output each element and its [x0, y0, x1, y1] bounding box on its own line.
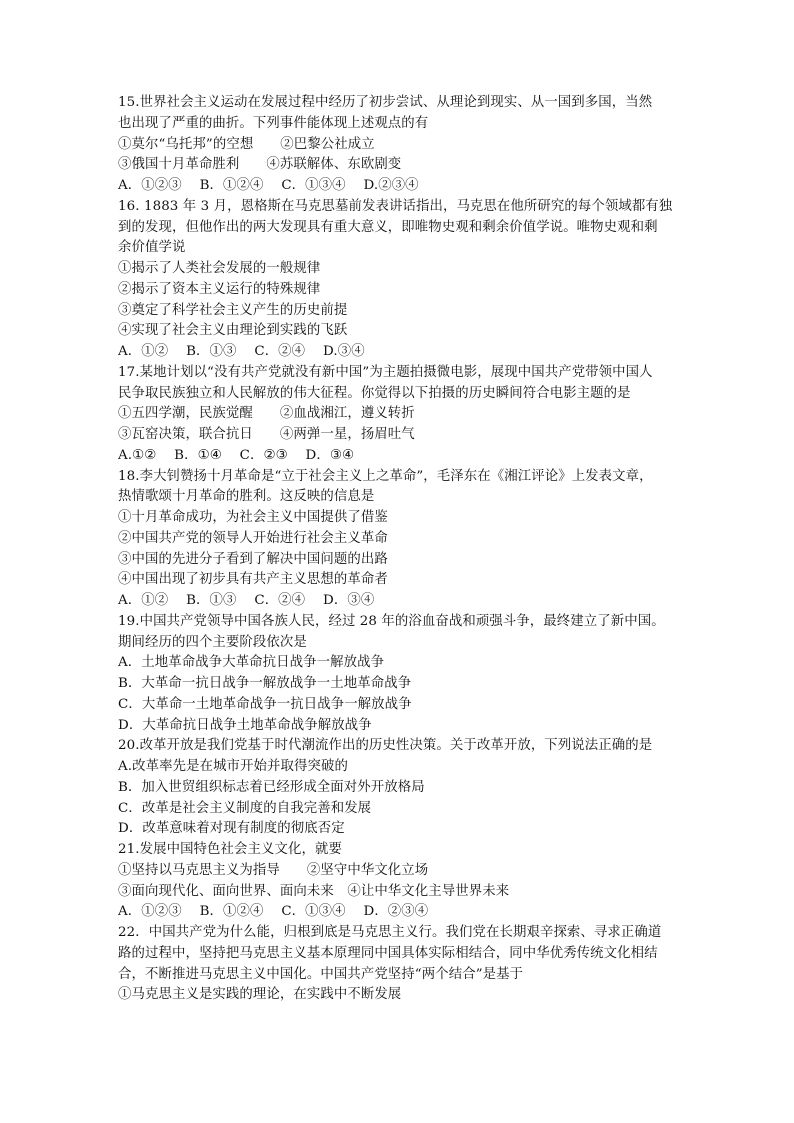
question-stem: 22．中国共产党为什么能，归根到底是马克思主义行。我们党在长期艰辛探索、寻求正确道 — [118, 925, 662, 940]
question-16 — [118, 197, 683, 363]
answer-options: A.①② B．①④ C．②③ D．③④ — [118, 447, 355, 463]
answer-options: A．①② B．①③ C．②④ D．③④ — [118, 593, 375, 608]
answer-option: B．大革命一抗日战争一解放战争一土地革命战争 — [118, 676, 412, 691]
answer-option: D．改革意味着对现有制度的彻底否定 — [118, 821, 345, 837]
question-stem: 热情歌颂十月革命的胜利。这反映的信息是 — [118, 489, 375, 505]
statement-item: ③奠定了科学社会主义产生的历史前提 — [118, 302, 348, 318]
statement-item: ④实现了社会主义由理论到实践的飞跃 — [118, 323, 348, 339]
question-stem: 16. 1883 年 3 月，恩格斯在马克思墓前发表讲话指出，马克思在他所研究的每个领域都有独 — [118, 198, 673, 214]
question-stem: 余价值学说 — [118, 240, 186, 256]
question-18 — [118, 467, 683, 612]
statement-item: ③面向现代化、面向世界、面向未来 ④让中华文化主导世界未来 — [118, 883, 510, 899]
answer-option: B．加入世贸组织标志着已经形成全面对外开放格局 — [118, 779, 425, 795]
question-stem: 18.李大钊赞扬十月革命是“立于社会主义上之革命”，毛泽东在《湘江评论》上发表文章， — [118, 468, 653, 484]
answer-option: A.改革率先是在城市开始并取得突破的 — [118, 759, 348, 774]
question-stem: 21.发展中国特色社会主义文化，就要 — [118, 842, 342, 857]
answer-option: C．改革是社会主义制度的自我完善和发展 — [118, 800, 372, 816]
statement-item: ①揭示了人类社会发展的一般规律 — [118, 261, 321, 276]
answer-options: A．①②③ B．①②④ C．①③④ D.②③④ — [118, 178, 419, 193]
statement-item: ①十月革命成功，为社会主义中国提供了借鉴 — [118, 510, 388, 525]
question-stem: 期间经历的四个主要阶段依次是 — [118, 634, 307, 650]
question-stem: 到的发现，但他作出的两大发现具有重大意义，即唯物史观和剩余价值学说。唯物史观和剩 — [118, 219, 658, 235]
exam-page — [118, 93, 683, 1006]
question-stem: 民争取民族独立和人民解放的伟大征程。你觉得以下拍摄的历史瞬间符合电影主题的是 — [118, 385, 631, 401]
statement-item: ①坚持以马克思主义为指导 ②坚守中华文化立场 — [118, 862, 429, 878]
statement-item: ①马克思主义是实践的理论，在实践中不断发展 — [118, 987, 402, 1003]
question-22 — [118, 923, 683, 1006]
statement-item: ②揭示了资本主义运行的特殊规律 — [118, 281, 321, 297]
question-15 — [118, 93, 683, 197]
answer-option: D．大革命抗日战争土地革命战争解放战争 — [118, 717, 372, 733]
statement-item: ①五四学潮，民族觉醒 ②血战湘江，遵义转折 — [118, 406, 415, 422]
question-stem: 也出现了严重的曲折。下列事件能体现上述观点的有 — [118, 115, 429, 131]
question-stem: 15.世界社会主义运动在发展过程中经历了初步尝试、从理论到现实、从一国到多国，当然 — [118, 95, 653, 110]
answer-options: A．①②③ B．①②④ C．①③④ D．②③④ — [118, 904, 429, 920]
answer-options: A．①② B．①③ C．②④ D.③④ — [118, 344, 365, 359]
question-stem: 19.中国共产党领导中国各族人民，经过 28 年的浴血奋战和顽强斗争，最终建立了新中国。 — [118, 613, 665, 629]
answer-option: A．土地革命战争大革命抗日战争一解放战争 — [118, 655, 385, 671]
question-stem: 20.改革开放是我们党基于时代潮流作出的历史性决策。关于改革开放，下列说法正确的是 — [118, 738, 653, 754]
question-stem: 路的过程中，坚持把马克思主义基本原理同中国具体实际相结合，同中华优秀传统文化相结 — [118, 945, 658, 961]
statement-item: ④中国出现了初步具有共产主义思想的革命者 — [118, 572, 388, 588]
question-17 — [118, 363, 683, 467]
question-21 — [118, 840, 683, 923]
statement-item: ③俄国十月革命胜利 ④苏联解体、东欧剧变 — [118, 157, 402, 173]
question-stem: 17.某地计划以“没有共产党就没有新中国”为主题拍摄微电影，展现中国共产党带领中国人 — [118, 364, 653, 380]
statement-item: ②中国共产党的领导人开始进行社会主义革命 — [118, 530, 388, 546]
statement-item: ①莫尔“乌托邦”的空想 ②巴黎公社成立 — [118, 136, 375, 152]
question-19 — [118, 612, 683, 737]
question-20 — [118, 736, 683, 840]
statement-item: ③中国的先进分子看到了解决中国问题的出路 — [118, 551, 388, 567]
question-stem: 合，不断推进马克思主义中国化。中国共产党坚持“两个结合”是基于 — [118, 966, 524, 982]
answer-option: C．大革命一土地革命战争一抗日战争一解放战争 — [118, 696, 412, 712]
statement-item: ③瓦窑决策，联合抗日 ④两弹一星，扬眉吐气 — [118, 427, 415, 442]
